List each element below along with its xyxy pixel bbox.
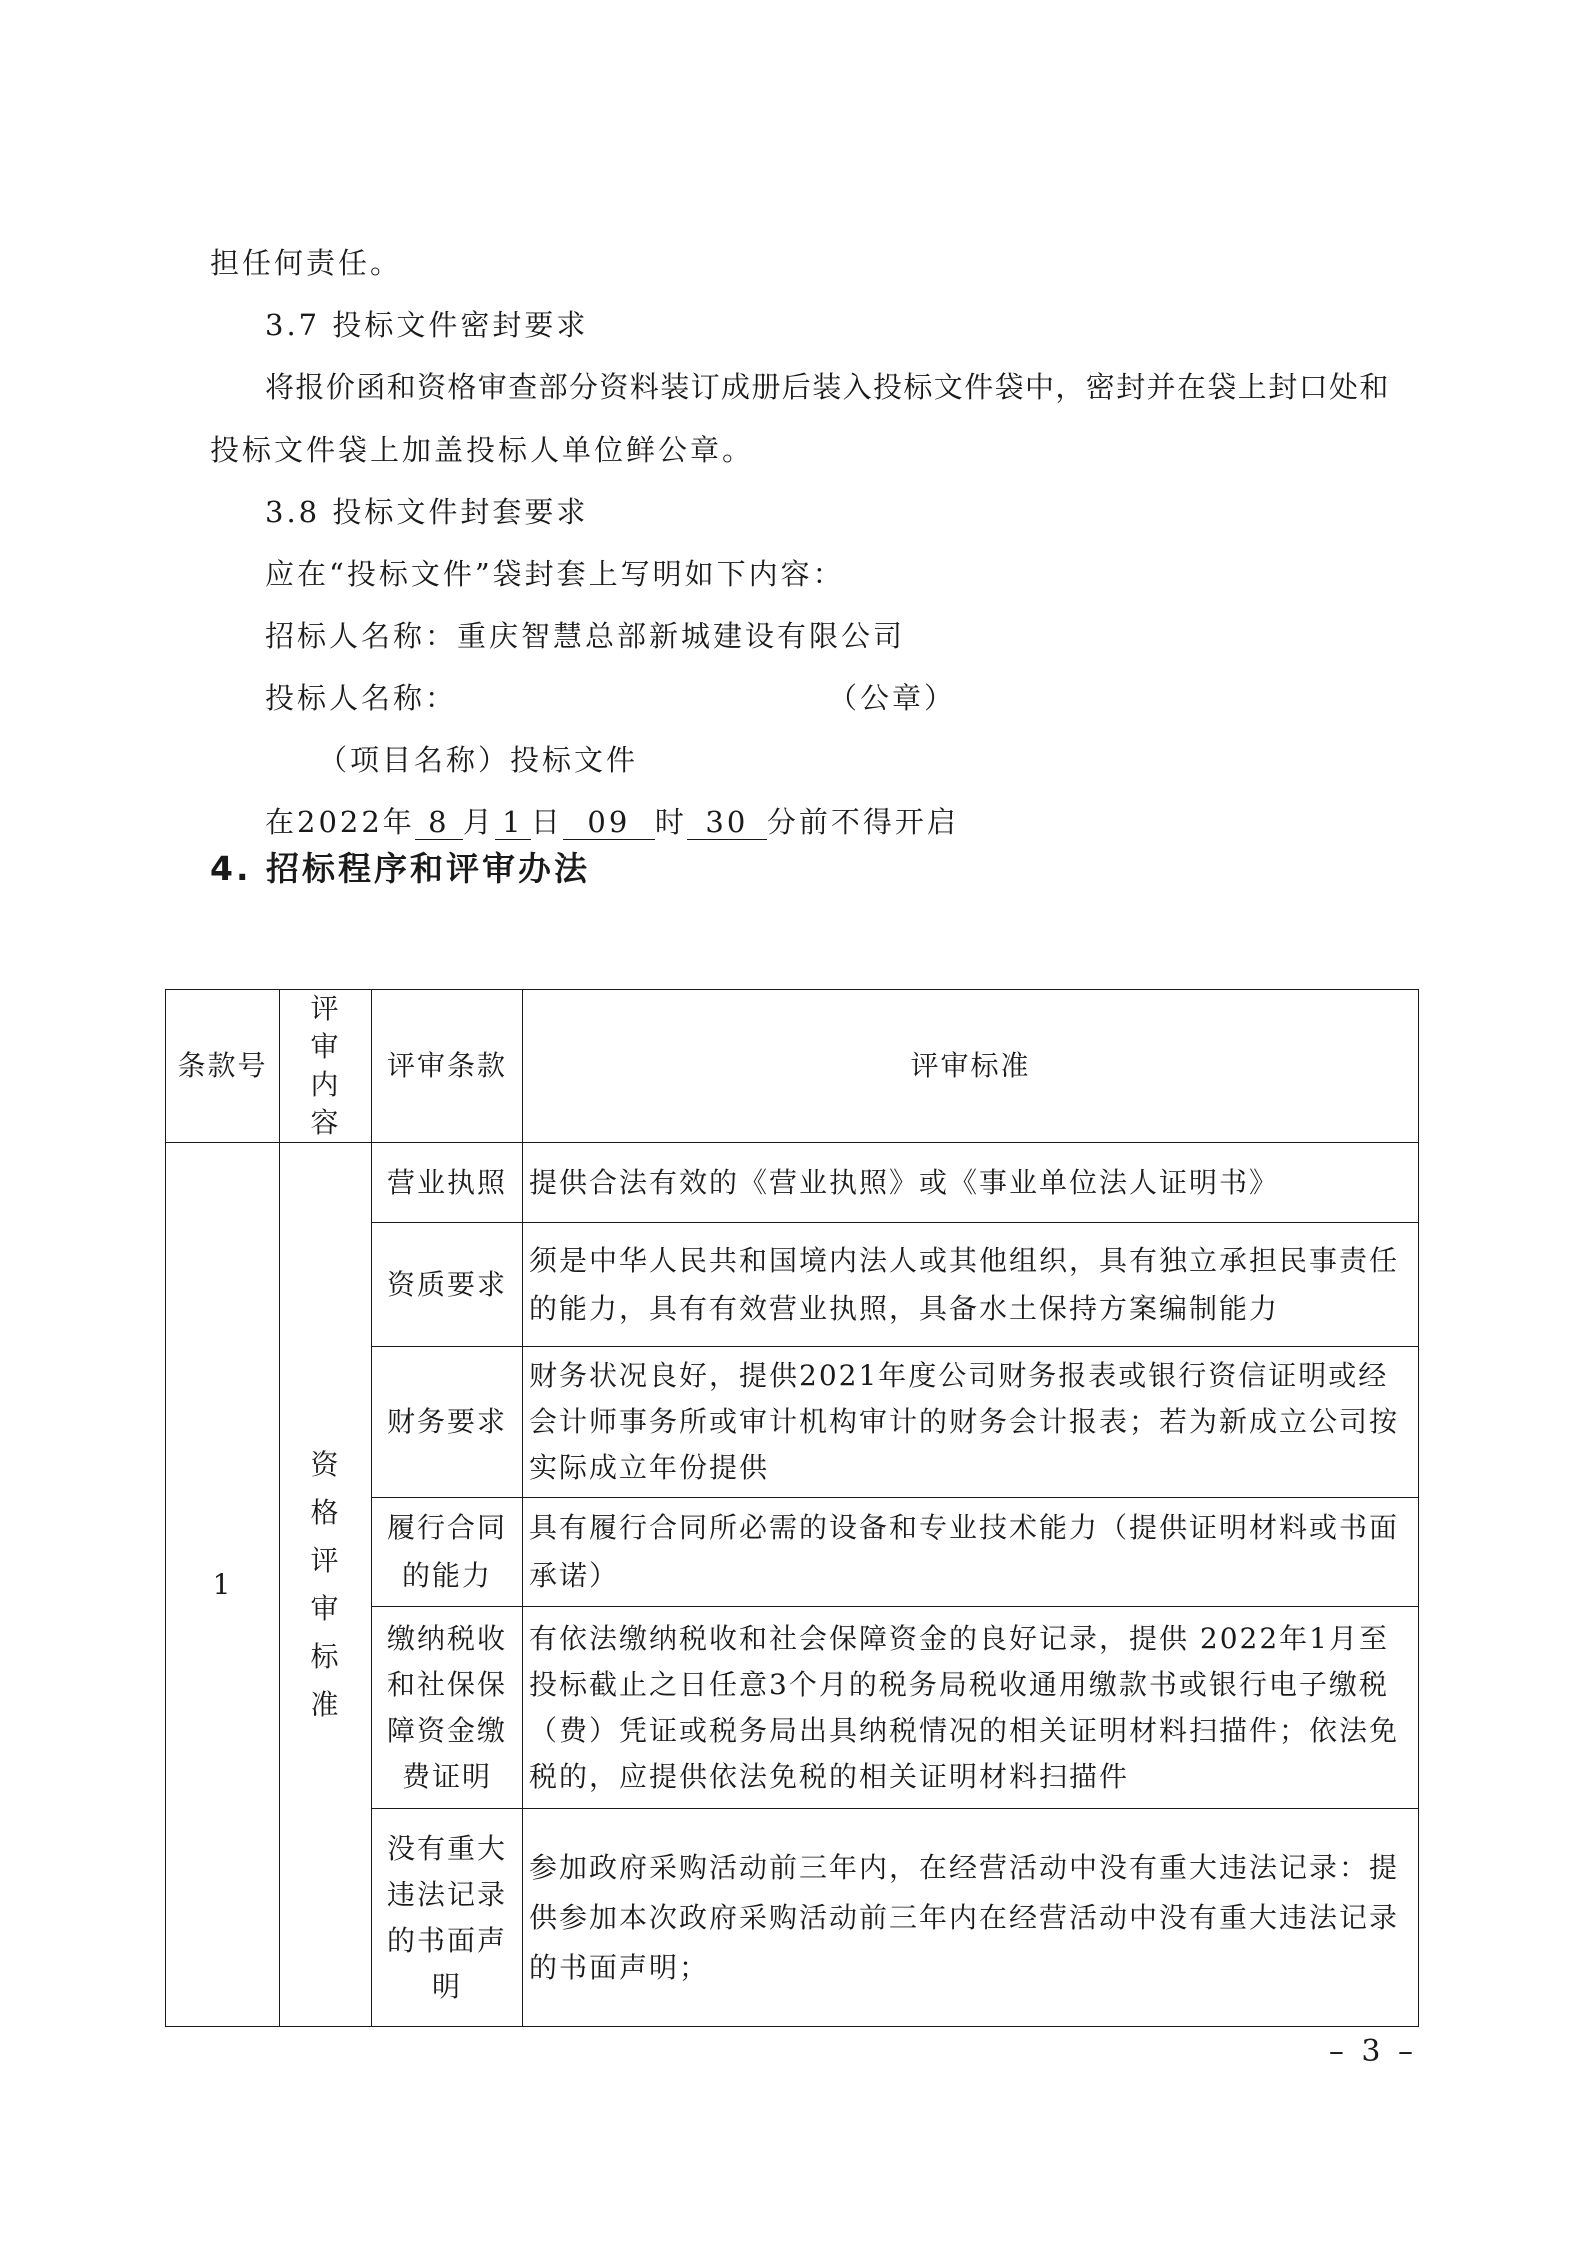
body-line: 将报价函和资格审查部分资料装订成册后装入投标文件袋中，密封并在袋上封口处和 xyxy=(265,370,1390,404)
opening-month: 8 xyxy=(415,805,463,840)
review-item-cell: 财务要求 xyxy=(372,1347,523,1498)
section-heading: 4. 招标程序和评审办法 xyxy=(210,849,590,888)
table-row xyxy=(166,1143,1419,1223)
review-item-cell: 履行合同的能力 xyxy=(372,1498,523,1607)
header-review-criteria: 评审标准 xyxy=(523,990,1419,1143)
review-criteria-cell: 参加政府采购活动前三年内，在经营活动中没有重大违法记录：提供参加本次政府采购活动前三年内在经营活动中没有重大违法记录的书面声明； xyxy=(523,1809,1419,2027)
page-number: – 3 – xyxy=(1328,2034,1417,2069)
opening-time-line xyxy=(265,802,959,842)
table-header-row xyxy=(166,990,1419,1143)
body-line: 应在“投标文件”袋封套上写明如下内容： xyxy=(265,557,845,591)
review-criteria-cell: 具有履行合同所必需的设备和专业技术能力（提供证明材料或书面承诺） xyxy=(523,1498,1419,1607)
hour-unit: 时 xyxy=(654,805,687,839)
review-item-cell: 营业执照 xyxy=(372,1143,523,1223)
review-item-cell: 没有重大违法记录的书面声明 xyxy=(372,1809,523,2027)
opening-time-prefix: 在2022年 xyxy=(265,805,415,839)
header-review-content: 评审内容 xyxy=(280,990,372,1143)
review-criteria-cell: 须是中华人民共和国境内法人或其他组织，具有独立承担民事责任的能力，具有有效营业执照，具备水土保持方案编制能力 xyxy=(523,1223,1419,1347)
opening-time-suffix: 分前不得开启 xyxy=(766,805,959,839)
clause-number-cell: 1 xyxy=(166,1143,280,2027)
subsection-title: 3.8 投标文件封套要求 xyxy=(265,495,589,529)
header-clause-no: 条款号 xyxy=(166,990,280,1143)
bidder-name-label: 投标人名称： xyxy=(265,681,458,715)
review-criteria-cell: 提供合法有效的《营业执照》或《事业单位法人证明书》 xyxy=(523,1143,1419,1223)
evaluation-table xyxy=(165,989,1419,2027)
review-criteria-cell: 有依法缴纳税收和社会保障资金的良好记录，提供 2022年1月至投标截止之日任意3个月的税务局税收通用缴款书或银行电子缴税（费）凭证或税务局出具纳税情况的相关证明材料扫描件；依法免税的，应提供依法免税的相关证明材料扫描件 xyxy=(523,1607,1419,1809)
month-unit: 月 xyxy=(462,805,495,839)
project-name-line: （项目名称）投标文件 xyxy=(318,743,639,777)
opening-day: 1 xyxy=(495,805,531,840)
review-item-cell: 缴纳税收和社保保障资金缴费证明 xyxy=(372,1607,523,1809)
tenderer-name-line: 招标人名称：重庆智慧总部新城建设有限公司 xyxy=(265,619,906,653)
opening-hour: 09 xyxy=(563,805,655,840)
review-criteria-cell: 财务状况良好，提供2021年度公司财务报表或银行资信证明或经会计师事务所或审计机构审计的财务会计报表；若为新成立公司按实际成立年份提供 xyxy=(523,1347,1419,1498)
review-item-cell: 资质要求 xyxy=(372,1223,523,1347)
review-content-cell: 资格评审标准 xyxy=(280,1143,372,2027)
day-unit: 日 xyxy=(530,805,563,839)
subsection-title: 3.7 投标文件密封要求 xyxy=(265,308,589,342)
body-line: 投标文件袋上加盖投标人单位鲜公章。 xyxy=(210,433,755,467)
body-line: 担任何责任。 xyxy=(210,246,403,280)
seal-label: （公章） xyxy=(828,681,957,715)
opening-minute: 30 xyxy=(687,805,767,840)
header-review-item: 评审条款 xyxy=(372,990,523,1143)
